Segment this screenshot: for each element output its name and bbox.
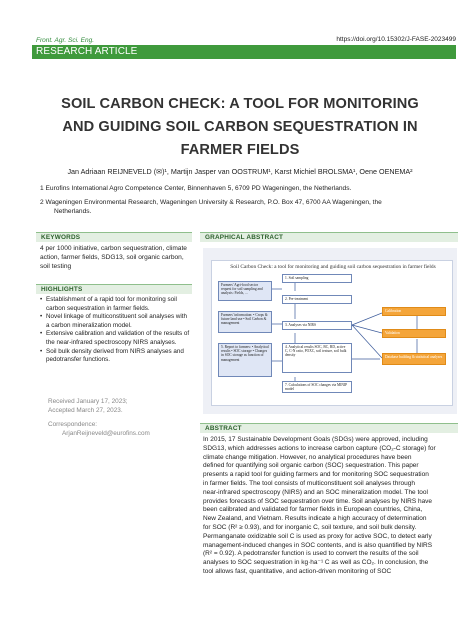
abstract-line: provides forecasts of SOC sequestration over time. Soil analyses by NIRS have — [203, 497, 433, 505]
affiliation-2 — [40, 198, 440, 216]
highlights-header — [36, 284, 192, 294]
author-list: Jan Adriaan REIJNEVELD (✉)¹, Martijn Jasper van OOSTRUM¹, Karst Michiel BROLSMA¹, Oene OENEMA² — [67, 167, 413, 176]
title-line: AND GUIDING SOIL CARBON SEQUESTRATION IN — [62, 119, 418, 135]
graphical-abstract-figure — [211, 260, 453, 406]
step-nirs-analyses: 3. Analyses via NIRS — [282, 321, 352, 330]
abstract-body — [203, 436, 457, 577]
keywords-heading: KEYWORDS — [41, 234, 81, 241]
title-line: SOIL CARBON CHECK: A TOOL FOR MONITORING — [61, 96, 419, 112]
figure-title: Soil Carbon Check: a tool for monitoring and guiding soil carbon sequestration in farmer fields — [230, 264, 436, 270]
step-pre-treatment: 2. Pre-treatment — [282, 295, 352, 304]
abstract-line: in farmer fields. The tool consists of multiconstituent soil analyses through — [203, 479, 415, 487]
received-date: Received January 17, 2023; — [48, 398, 128, 405]
accepted-date: Accepted March 27, 2023. — [48, 407, 123, 414]
keywords-header — [36, 232, 192, 242]
abstract-line: presents a rapid tool for guiding farmers and for monitoring SOC sequestration — [203, 471, 429, 479]
abstract-line: climate change mitigation. However, no analytical procedures have been — [203, 453, 412, 461]
validation-box: Validation — [382, 329, 446, 338]
journal-name: Front. Agr. Sci. Eng. — [36, 37, 95, 44]
doi-link[interactable]: https://doi.org/10.15302/J-FASE-2023499 — [336, 36, 456, 43]
highlight-item: • Soil bulk density derived from NIRS analyses and pedotransfer functions. — [40, 348, 192, 365]
highlights-heading: HIGHLIGHTS — [41, 286, 83, 293]
abstract-header — [200, 423, 458, 433]
affiliation-line: Netherlands. — [54, 208, 92, 215]
abstract-line: tool allows fast, quantitative, and action-driven monitoring of SOC — [203, 567, 392, 575]
highlight-item: • Extensive calibration and validation of the results of the near-infrared spectroscopy NIRS analyses. — [40, 330, 192, 347]
step-analytical-results: 4. Analytical results SOC, BC, BD, active C, C-N ratio, POXC, soil texture, soil bulk density — [282, 343, 352, 373]
database-box: Database building & statistical analyses — [382, 353, 446, 365]
abstract-heading: ABSTRACT — [205, 425, 242, 432]
abstract-line: analyses to SOC sequestration in kg·ha⁻¹ C as well as CO₂. In conclusion, the — [203, 559, 429, 567]
abstract-line: SDG13, which addresses actions to increase carbon capture (CO₂-C storage) for — [203, 444, 436, 452]
highlights-list — [40, 296, 192, 365]
graphical-abstract-heading: GRAPHICAL ABSTRACT — [205, 234, 284, 241]
step-calculations: 7. Calculations of SOC changes via MINIP model — [282, 381, 352, 393]
abstract-line: been calibrated and validated for farmer fields in European countries, China, — [203, 506, 423, 514]
abstract-line: In 2015, 17 Sustainable Development Goals (SDGs) were approved, including — [203, 436, 428, 443]
step-report: 5. Report to farmers: • Analytical results • SOC storage • Changes in SOC storage as function of management — [218, 343, 272, 377]
abstract-line: near-infrared spectroscopy (NIRS) and an SOC mineralization model. The tool — [203, 488, 428, 496]
graphical-abstract-header — [200, 232, 458, 242]
abstract-line: New Zealand, and Vietnam. Results indicate a high accuracy of determination — [203, 515, 427, 523]
title-line: FARMER FIELDS — [180, 142, 300, 158]
banner-label: RESEARCH ARTICLE — [36, 46, 138, 57]
abstract-line: Permanganate oxidizable soil C is used as proxy for active SOC, to detect early — [203, 532, 432, 540]
article-type-banner — [32, 45, 456, 59]
affiliation-line: 2 Wageningen Environmental Research, Wageningen University & Research, P.O. Box 47, 6700 AA Wageningen, the — [40, 199, 382, 206]
abstract-line: for SOC (R² ≥ 0.93), and for inorganic C, soil texture, and soil bulk density. — [203, 523, 417, 531]
abstract-line: (R² = 0.92). A pedotransfer function is used to convert the results of the soil — [203, 550, 419, 558]
dates-block — [48, 397, 128, 415]
abstract-line: defined for quantifying soil organic carbon (SOC) sequestration. This paper — [203, 462, 419, 470]
paper-title — [40, 93, 440, 162]
affiliation-1: 1 Eurofins International Agro Competence Center, Binnenhaven 5, 6709 PD Wageningen, the Netherlands. — [40, 185, 352, 192]
keywords-text: 4 per 1000 initiative, carbon sequestration, climate action, farmer fields, SDG13, soil organic carbon, soil testing — [40, 245, 187, 270]
abstract-line: management-induced changes in SOC contents, and is also quantified by NIRS — [203, 541, 433, 549]
highlight-item: • Establishment of a rapid tool for monitoring soil carbon sequestration in farmer fields. — [40, 296, 192, 313]
step-soil-sampling: 1. Soil sampling — [282, 274, 352, 283]
farmers-request-note: Farmers' Agri-food sector request for soil sampling and analysis: Fields, ... — [218, 281, 272, 301]
calibration-box: Calibration — [382, 307, 446, 316]
highlight-item: • Novel linkage of multiconstituent soil analyses with a carbon mineralization model. — [40, 313, 192, 330]
farmers-info-note: Farmers' information: • Crops & future land use • Soil Carbon & management — [218, 311, 272, 333]
correspondence-label: Correspondence: — [48, 421, 98, 428]
correspondence-email[interactable]: ArjanReijneveld@eurofins.com — [62, 430, 150, 437]
